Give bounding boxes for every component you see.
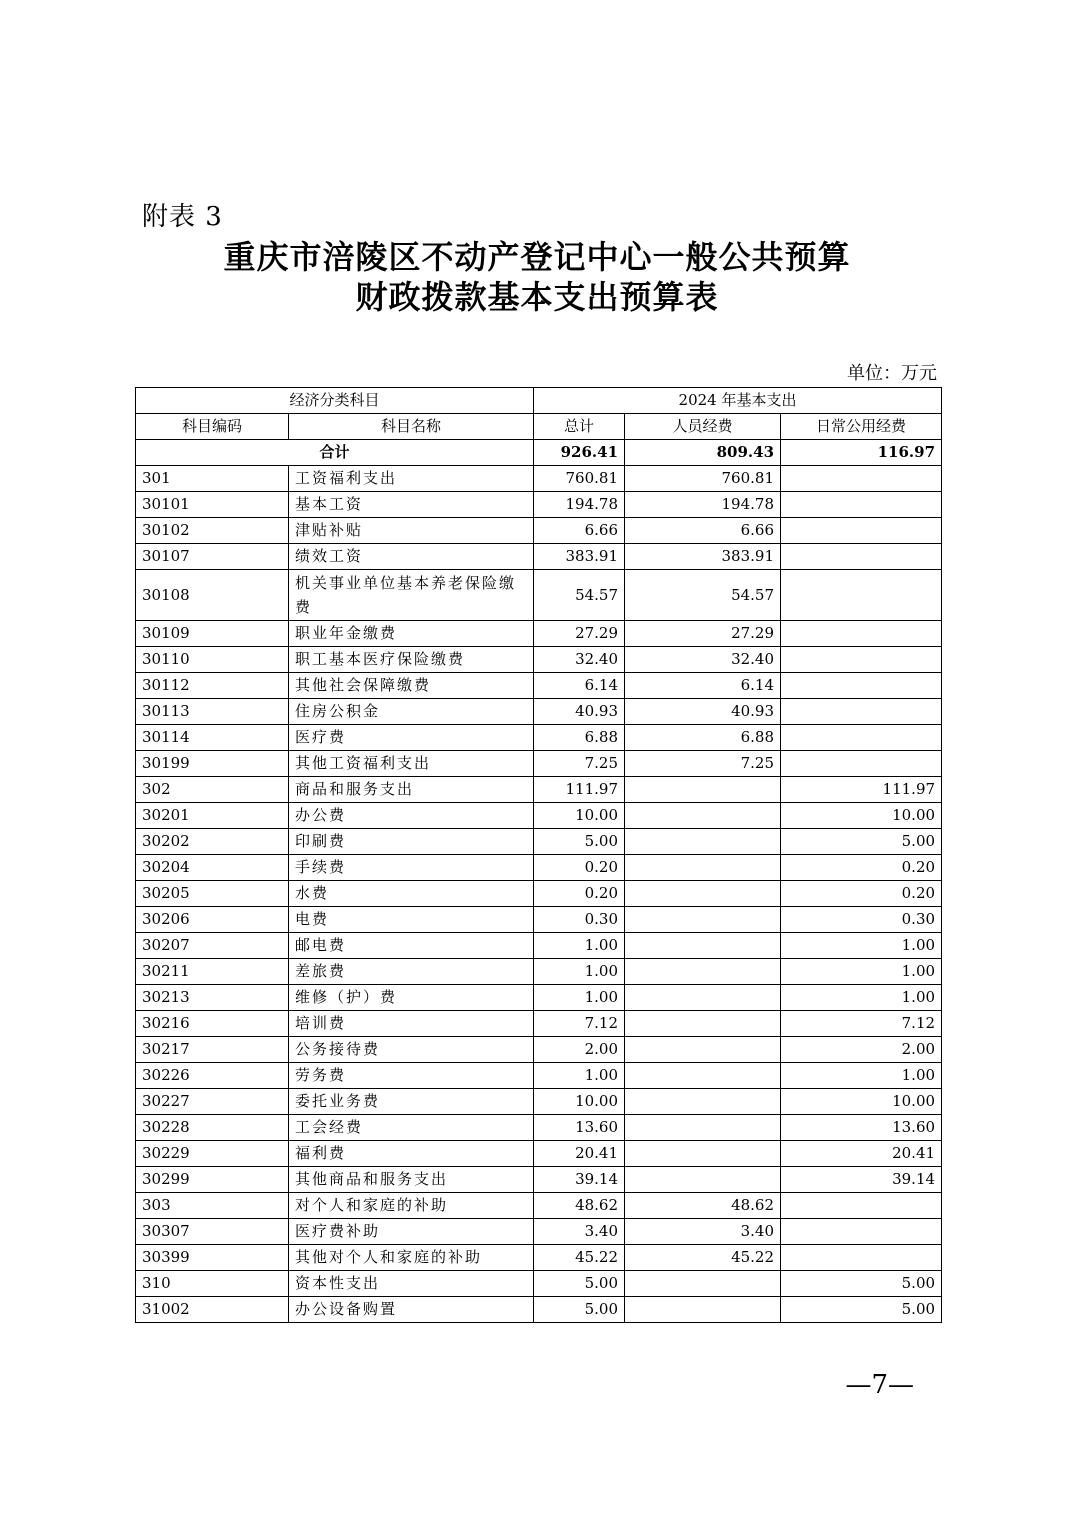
item-total: 0.20 bbox=[534, 881, 625, 907]
item-total: 5.00 bbox=[534, 1297, 625, 1323]
item-total: 2.00 bbox=[534, 1037, 625, 1063]
page-title-line-2: 财政拨款基本支出预算表 bbox=[355, 278, 719, 316]
item-total: 40.93 bbox=[534, 699, 625, 725]
table-row bbox=[136, 1167, 942, 1193]
item-personnel: 194.78 bbox=[625, 492, 781, 518]
item-total: 5.00 bbox=[534, 1271, 625, 1297]
item-code: 30217 bbox=[136, 1037, 289, 1063]
item-personnel bbox=[625, 855, 781, 881]
item-name: 机关事业单位基本养老保险缴费 bbox=[289, 570, 534, 621]
item-personnel bbox=[625, 881, 781, 907]
item-name: 办公费 bbox=[289, 803, 534, 829]
table-row bbox=[136, 699, 942, 725]
item-total: 194.78 bbox=[534, 492, 625, 518]
item-code: 30399 bbox=[136, 1245, 289, 1271]
item-public: 5.00 bbox=[781, 1297, 942, 1323]
item-code: 30216 bbox=[136, 1011, 289, 1037]
item-name: 工资福利支出 bbox=[289, 466, 534, 492]
item-personnel: 54.57 bbox=[625, 570, 781, 621]
item-name: 医疗费补助 bbox=[289, 1219, 534, 1245]
item-public bbox=[781, 673, 942, 699]
item-name: 职工基本医疗保险缴费 bbox=[289, 647, 534, 673]
item-public: 39.14 bbox=[781, 1167, 942, 1193]
item-code: 30211 bbox=[136, 959, 289, 985]
table-row bbox=[136, 725, 942, 751]
item-code: 30229 bbox=[136, 1141, 289, 1167]
item-personnel: 27.29 bbox=[625, 621, 781, 647]
item-name: 手续费 bbox=[289, 855, 534, 881]
item-personnel: 32.40 bbox=[625, 647, 781, 673]
table-row bbox=[136, 881, 942, 907]
item-name: 工会经费 bbox=[289, 1115, 534, 1141]
item-public bbox=[781, 725, 942, 751]
table-row bbox=[136, 985, 942, 1011]
item-code: 31002 bbox=[136, 1297, 289, 1323]
table-row bbox=[136, 1011, 942, 1037]
item-personnel bbox=[625, 829, 781, 855]
item-code: 303 bbox=[136, 1193, 289, 1219]
table-row bbox=[136, 1297, 942, 1323]
item-public bbox=[781, 492, 942, 518]
table-row bbox=[136, 1141, 942, 1167]
item-code: 30206 bbox=[136, 907, 289, 933]
item-personnel: 45.22 bbox=[625, 1245, 781, 1271]
item-total: 6.14 bbox=[534, 673, 625, 699]
item-code: 30228 bbox=[136, 1115, 289, 1141]
item-personnel: 48.62 bbox=[625, 1193, 781, 1219]
item-total: 27.29 bbox=[534, 621, 625, 647]
item-public: 7.12 bbox=[781, 1011, 942, 1037]
item-personnel bbox=[625, 1063, 781, 1089]
category-group-header: 经济分类科目 bbox=[136, 388, 534, 414]
table-row bbox=[136, 1037, 942, 1063]
item-total: 3.40 bbox=[534, 1219, 625, 1245]
item-personnel bbox=[625, 803, 781, 829]
item-code: 302 bbox=[136, 777, 289, 803]
item-name: 办公设备购置 bbox=[289, 1297, 534, 1323]
item-name: 其他对个人和家庭的补助 bbox=[289, 1245, 534, 1271]
item-public bbox=[781, 647, 942, 673]
item-name: 基本工资 bbox=[289, 492, 534, 518]
item-public bbox=[781, 621, 942, 647]
item-name: 其他社会保障缴费 bbox=[289, 673, 534, 699]
item-public: 0.30 bbox=[781, 907, 942, 933]
item-name: 培训费 bbox=[289, 1011, 534, 1037]
table-row bbox=[136, 647, 942, 673]
item-code: 30207 bbox=[136, 933, 289, 959]
item-public bbox=[781, 570, 942, 621]
column-header-name: 科目名称 bbox=[289, 414, 534, 440]
table-body bbox=[136, 440, 942, 1323]
item-code: 30299 bbox=[136, 1167, 289, 1193]
column-header-public: 日常公用经费 bbox=[781, 414, 942, 440]
item-public bbox=[781, 1193, 942, 1219]
item-personnel bbox=[625, 933, 781, 959]
item-name: 电费 bbox=[289, 907, 534, 933]
item-public: 0.20 bbox=[781, 881, 942, 907]
item-name: 津贴补贴 bbox=[289, 518, 534, 544]
item-total: 10.00 bbox=[534, 803, 625, 829]
item-name: 公务接待费 bbox=[289, 1037, 534, 1063]
appendix-label: 附表 3 bbox=[142, 202, 223, 232]
item-public bbox=[781, 544, 942, 570]
item-total: 5.00 bbox=[534, 829, 625, 855]
item-name: 职业年金缴费 bbox=[289, 621, 534, 647]
item-personnel bbox=[625, 1089, 781, 1115]
item-code: 30114 bbox=[136, 725, 289, 751]
item-public: 111.97 bbox=[781, 777, 942, 803]
item-personnel: 40.93 bbox=[625, 699, 781, 725]
item-personnel: 383.91 bbox=[625, 544, 781, 570]
item-personnel bbox=[625, 1011, 781, 1037]
item-name: 印刷费 bbox=[289, 829, 534, 855]
item-public: 5.00 bbox=[781, 829, 942, 855]
item-total: 760.81 bbox=[534, 466, 625, 492]
item-public: 1.00 bbox=[781, 1063, 942, 1089]
item-personnel: 6.14 bbox=[625, 673, 781, 699]
item-name: 对个人和家庭的补助 bbox=[289, 1193, 534, 1219]
item-total: 1.00 bbox=[534, 959, 625, 985]
table-row bbox=[136, 829, 942, 855]
item-name: 其他工资福利支出 bbox=[289, 751, 534, 777]
item-public bbox=[781, 751, 942, 777]
group-header-row bbox=[136, 388, 942, 414]
item-code: 30213 bbox=[136, 985, 289, 1011]
item-public: 2.00 bbox=[781, 1037, 942, 1063]
item-code: 30112 bbox=[136, 673, 289, 699]
table-row bbox=[136, 1063, 942, 1089]
table-row bbox=[136, 1193, 942, 1219]
item-personnel: 6.66 bbox=[625, 518, 781, 544]
item-public: 10.00 bbox=[781, 803, 942, 829]
table-row bbox=[136, 855, 942, 881]
item-total: 54.57 bbox=[534, 570, 625, 621]
table-row bbox=[136, 570, 942, 621]
item-code: 30109 bbox=[136, 621, 289, 647]
item-code: 30204 bbox=[136, 855, 289, 881]
table-row bbox=[136, 492, 942, 518]
item-public: 5.00 bbox=[781, 1271, 942, 1297]
item-total: 0.20 bbox=[534, 855, 625, 881]
item-name: 水费 bbox=[289, 881, 534, 907]
item-personnel: 6.88 bbox=[625, 725, 781, 751]
item-total: 6.88 bbox=[534, 725, 625, 751]
item-code: 30205 bbox=[136, 881, 289, 907]
column-header-personnel: 人员经费 bbox=[625, 414, 781, 440]
item-total: 1.00 bbox=[534, 1063, 625, 1089]
column-header-row bbox=[136, 414, 942, 440]
item-code: 30307 bbox=[136, 1219, 289, 1245]
budget-table bbox=[135, 387, 942, 1323]
table-row bbox=[136, 933, 942, 959]
item-code: 30110 bbox=[136, 647, 289, 673]
item-code: 30226 bbox=[136, 1063, 289, 1089]
table-row bbox=[136, 518, 942, 544]
item-name: 商品和服务支出 bbox=[289, 777, 534, 803]
item-public: 0.20 bbox=[781, 855, 942, 881]
item-public: 1.00 bbox=[781, 985, 942, 1011]
item-public bbox=[781, 466, 942, 492]
item-personnel bbox=[625, 1167, 781, 1193]
item-name: 差旅费 bbox=[289, 959, 534, 985]
item-personnel bbox=[625, 1297, 781, 1323]
page-title-line-1: 重庆市涪陵区不动产登记中心一般公共预算 bbox=[223, 238, 851, 276]
item-code: 301 bbox=[136, 466, 289, 492]
item-public bbox=[781, 518, 942, 544]
item-code: 30201 bbox=[136, 803, 289, 829]
table-row bbox=[136, 1245, 942, 1271]
item-total: 7.12 bbox=[534, 1011, 625, 1037]
item-public: 1.00 bbox=[781, 959, 942, 985]
table-row bbox=[136, 466, 942, 492]
item-code: 30107 bbox=[136, 544, 289, 570]
item-total: 111.97 bbox=[534, 777, 625, 803]
column-header-total: 总计 bbox=[534, 414, 625, 440]
item-name: 维修（护）费 bbox=[289, 985, 534, 1011]
item-total: 45.22 bbox=[534, 1245, 625, 1271]
item-name: 委托业务费 bbox=[289, 1089, 534, 1115]
table-row bbox=[136, 1219, 942, 1245]
item-total: 13.60 bbox=[534, 1115, 625, 1141]
item-name: 劳务费 bbox=[289, 1063, 534, 1089]
item-personnel bbox=[625, 1271, 781, 1297]
item-code: 30101 bbox=[136, 492, 289, 518]
total-row bbox=[136, 440, 942, 466]
item-personnel bbox=[625, 1141, 781, 1167]
item-name: 资本性支出 bbox=[289, 1271, 534, 1297]
total-personnel: 809.43 bbox=[625, 440, 781, 466]
table-row bbox=[136, 777, 942, 803]
total-public: 116.97 bbox=[781, 440, 942, 466]
item-name: 绩效工资 bbox=[289, 544, 534, 570]
item-personnel: 7.25 bbox=[625, 751, 781, 777]
item-name: 医疗费 bbox=[289, 725, 534, 751]
item-public bbox=[781, 1245, 942, 1271]
item-public bbox=[781, 699, 942, 725]
item-public: 13.60 bbox=[781, 1115, 942, 1141]
item-public: 1.00 bbox=[781, 933, 942, 959]
item-personnel: 760.81 bbox=[625, 466, 781, 492]
item-public: 10.00 bbox=[781, 1089, 942, 1115]
item-total: 1.00 bbox=[534, 933, 625, 959]
unit-label: 单位：万元 bbox=[847, 363, 937, 384]
table-row bbox=[136, 751, 942, 777]
item-public bbox=[781, 1219, 942, 1245]
total-sum: 926.41 bbox=[534, 440, 625, 466]
item-name: 住房公积金 bbox=[289, 699, 534, 725]
item-total: 48.62 bbox=[534, 1193, 625, 1219]
item-code: 30227 bbox=[136, 1089, 289, 1115]
item-personnel bbox=[625, 907, 781, 933]
page-number: —7— bbox=[845, 1370, 914, 1400]
table-row bbox=[136, 803, 942, 829]
budget-group-header: 2024 年基本支出 bbox=[534, 388, 942, 414]
item-personnel bbox=[625, 959, 781, 985]
item-total: 10.00 bbox=[534, 1089, 625, 1115]
item-personnel: 3.40 bbox=[625, 1219, 781, 1245]
item-code: 30108 bbox=[136, 570, 289, 621]
table-row bbox=[136, 1089, 942, 1115]
item-code: 310 bbox=[136, 1271, 289, 1297]
table-row bbox=[136, 544, 942, 570]
column-header-code: 科目编码 bbox=[136, 414, 289, 440]
item-personnel bbox=[625, 1115, 781, 1141]
table-row bbox=[136, 673, 942, 699]
item-name: 其他商品和服务支出 bbox=[289, 1167, 534, 1193]
item-total: 0.30 bbox=[534, 907, 625, 933]
item-total: 383.91 bbox=[534, 544, 625, 570]
item-total: 20.41 bbox=[534, 1141, 625, 1167]
item-total: 32.40 bbox=[534, 647, 625, 673]
item-total: 7.25 bbox=[534, 751, 625, 777]
item-personnel bbox=[625, 985, 781, 1011]
item-code: 30199 bbox=[136, 751, 289, 777]
item-personnel bbox=[625, 1037, 781, 1063]
total-label: 合计 bbox=[136, 440, 534, 466]
table-row bbox=[136, 959, 942, 985]
table-row bbox=[136, 621, 942, 647]
item-total: 39.14 bbox=[534, 1167, 625, 1193]
item-total: 1.00 bbox=[534, 985, 625, 1011]
item-code: 30102 bbox=[136, 518, 289, 544]
item-public: 20.41 bbox=[781, 1141, 942, 1167]
item-personnel bbox=[625, 777, 781, 803]
item-code: 30202 bbox=[136, 829, 289, 855]
item-name: 福利费 bbox=[289, 1141, 534, 1167]
item-name: 邮电费 bbox=[289, 933, 534, 959]
item-total: 6.66 bbox=[534, 518, 625, 544]
table-row bbox=[136, 1115, 942, 1141]
item-code: 30113 bbox=[136, 699, 289, 725]
table-row bbox=[136, 1271, 942, 1297]
table-row bbox=[136, 907, 942, 933]
